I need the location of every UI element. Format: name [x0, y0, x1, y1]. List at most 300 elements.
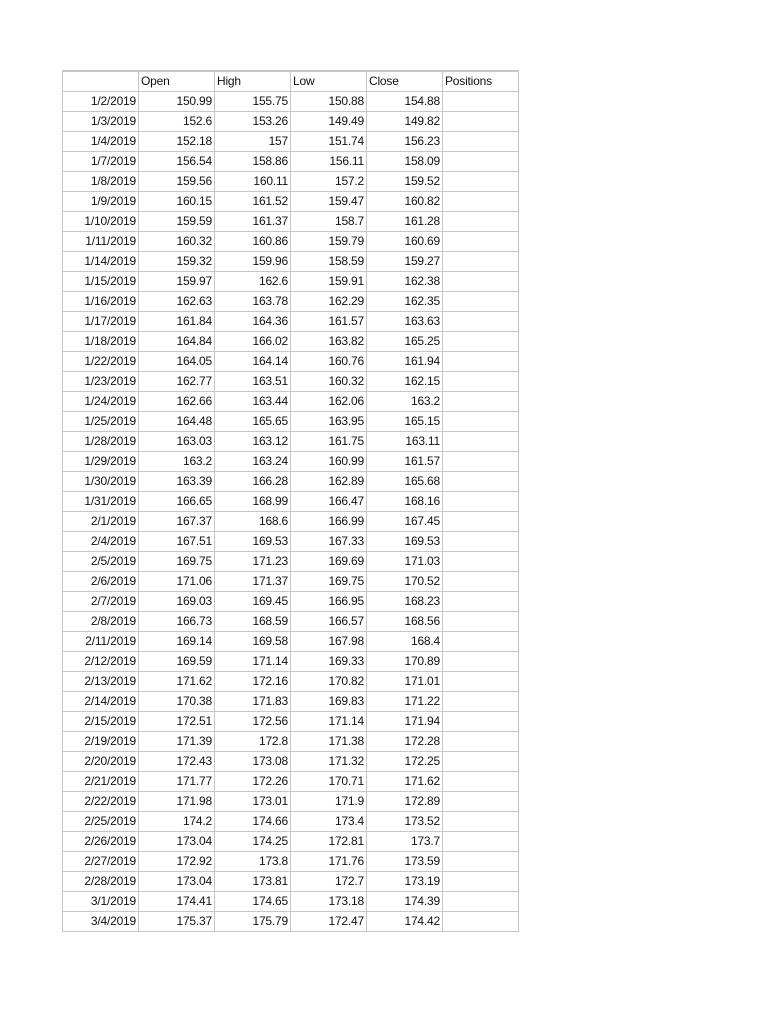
open-cell[interactable]: 170.38	[139, 692, 215, 712]
low-cell[interactable]: 170.82	[291, 672, 367, 692]
positions-cell[interactable]	[443, 272, 519, 292]
table-row	[63, 512, 519, 532]
table-row	[63, 672, 519, 692]
open-cell[interactable]: 156.54	[139, 152, 215, 172]
date-cell[interactable]: 2/21/2019	[63, 772, 139, 792]
date-cell[interactable]: 2/20/2019	[63, 752, 139, 772]
date-cell[interactable]: 2/1/2019	[63, 512, 139, 532]
table-row	[63, 312, 519, 332]
date-cell[interactable]: 1/11/2019	[63, 232, 139, 252]
table-row	[63, 372, 519, 392]
date-cell[interactable]: 1/14/2019	[63, 252, 139, 272]
table-row	[63, 912, 519, 932]
open-cell[interactable]: 163.39	[139, 472, 215, 492]
spreadsheet-table	[62, 70, 519, 932]
table-row	[63, 332, 519, 352]
high-cell[interactable]: 165.65	[215, 412, 291, 432]
positions-cell[interactable]	[443, 692, 519, 712]
close-cell[interactable]: 173.19	[367, 872, 443, 892]
open-cell[interactable]: 164.48	[139, 412, 215, 432]
open-cell[interactable]: 169.03	[139, 592, 215, 612]
close-cell[interactable]: 149.82	[367, 112, 443, 132]
low-cell[interactable]: 162.89	[291, 472, 367, 492]
low-cell[interactable]: 158.59	[291, 252, 367, 272]
table-row	[63, 212, 519, 232]
date-cell[interactable]: 2/4/2019	[63, 532, 139, 552]
header-close-cell[interactable]: Close	[367, 71, 443, 92]
date-cell[interactable]: 2/6/2019	[63, 572, 139, 592]
low-cell[interactable]: 169.69	[291, 552, 367, 572]
open-cell[interactable]: 163.03	[139, 432, 215, 452]
header-positions-cell[interactable]: Positions	[443, 71, 519, 92]
table-row	[63, 632, 519, 652]
close-cell[interactable]: 161.94	[367, 352, 443, 372]
table-row	[63, 572, 519, 592]
positions-cell[interactable]	[443, 592, 519, 612]
high-cell[interactable]: 173.01	[215, 792, 291, 812]
table-row	[63, 712, 519, 732]
table-row	[63, 352, 519, 372]
high-cell[interactable]: 175.79	[215, 912, 291, 932]
high-cell[interactable]: 163.44	[215, 392, 291, 412]
table-row	[63, 472, 519, 492]
high-cell[interactable]: 166.02	[215, 332, 291, 352]
low-cell[interactable]: 163.82	[291, 332, 367, 352]
high-cell[interactable]: 161.52	[215, 192, 291, 212]
date-cell[interactable]: 1/22/2019	[63, 352, 139, 372]
open-cell[interactable]: 174.41	[139, 892, 215, 912]
date-cell[interactable]: 2/28/2019	[63, 872, 139, 892]
positions-cell[interactable]	[443, 432, 519, 452]
table-row	[63, 412, 519, 432]
table-row	[63, 772, 519, 792]
date-cell[interactable]: 1/8/2019	[63, 172, 139, 192]
positions-cell[interactable]	[443, 752, 519, 772]
low-cell[interactable]: 161.57	[291, 312, 367, 332]
close-cell[interactable]: 171.22	[367, 692, 443, 712]
high-cell[interactable]: 169.45	[215, 592, 291, 612]
low-cell[interactable]: 150.88	[291, 92, 367, 112]
positions-cell[interactable]	[443, 632, 519, 652]
open-cell[interactable]: 169.59	[139, 652, 215, 672]
high-cell[interactable]: 171.37	[215, 572, 291, 592]
low-cell[interactable]: 166.57	[291, 612, 367, 632]
positions-cell[interactable]	[443, 652, 519, 672]
table-row	[63, 532, 519, 552]
open-cell[interactable]: 159.59	[139, 212, 215, 232]
table-row	[63, 452, 519, 472]
close-cell[interactable]: 170.52	[367, 572, 443, 592]
date-cell[interactable]: 2/7/2019	[63, 592, 139, 612]
positions-cell[interactable]	[443, 892, 519, 912]
date-cell[interactable]: 2/27/2019	[63, 852, 139, 872]
low-cell[interactable]: 159.79	[291, 232, 367, 252]
date-cell[interactable]: 1/17/2019	[63, 312, 139, 332]
high-cell[interactable]: 171.23	[215, 552, 291, 572]
positions-cell[interactable]	[443, 312, 519, 332]
positions-cell[interactable]	[443, 252, 519, 272]
open-cell[interactable]: 166.65	[139, 492, 215, 512]
close-cell[interactable]: 159.52	[367, 172, 443, 192]
date-cell[interactable]: 1/28/2019	[63, 432, 139, 452]
high-cell[interactable]: 159.96	[215, 252, 291, 272]
date-cell[interactable]: 1/25/2019	[63, 412, 139, 432]
date-cell[interactable]: 1/2/2019	[63, 92, 139, 112]
header-date-cell[interactable]	[63, 71, 139, 92]
table-body	[63, 92, 519, 932]
low-cell[interactable]: 166.99	[291, 512, 367, 532]
table-row	[63, 92, 519, 112]
low-cell[interactable]: 169.75	[291, 572, 367, 592]
close-cell[interactable]: 171.03	[367, 552, 443, 572]
open-cell[interactable]: 159.32	[139, 252, 215, 272]
table-row	[63, 832, 519, 852]
header-open-cell[interactable]: Open	[139, 71, 215, 92]
positions-cell[interactable]	[443, 292, 519, 312]
date-cell[interactable]: 1/7/2019	[63, 152, 139, 172]
close-cell[interactable]: 161.28	[367, 212, 443, 232]
open-cell[interactable]: 173.04	[139, 872, 215, 892]
low-cell[interactable]: 161.75	[291, 432, 367, 452]
header-low-cell[interactable]: Low	[291, 71, 367, 92]
high-cell[interactable]: 172.8	[215, 732, 291, 752]
positions-cell[interactable]	[443, 572, 519, 592]
open-cell[interactable]: 159.97	[139, 272, 215, 292]
positions-cell[interactable]	[443, 672, 519, 692]
open-cell[interactable]: 171.98	[139, 792, 215, 812]
high-cell[interactable]: 157	[215, 132, 291, 152]
table-row	[63, 432, 519, 452]
header-row	[63, 71, 519, 92]
table-row	[63, 492, 519, 512]
positions-cell[interactable]	[443, 92, 519, 112]
low-cell[interactable]: 160.76	[291, 352, 367, 372]
positions-cell[interactable]	[443, 832, 519, 852]
open-cell[interactable]: 161.84	[139, 312, 215, 332]
low-cell[interactable]: 157.2	[291, 172, 367, 192]
date-cell[interactable]: 2/5/2019	[63, 552, 139, 572]
date-cell[interactable]: 1/10/2019	[63, 212, 139, 232]
date-cell[interactable]: 3/4/2019	[63, 912, 139, 932]
close-cell[interactable]: 158.09	[367, 152, 443, 172]
low-cell[interactable]: 169.33	[291, 652, 367, 672]
date-cell[interactable]: 1/23/2019	[63, 372, 139, 392]
positions-cell[interactable]	[443, 492, 519, 512]
open-cell[interactable]: 163.2	[139, 452, 215, 472]
table-row	[63, 812, 519, 832]
date-cell[interactable]: 2/8/2019	[63, 612, 139, 632]
open-cell[interactable]: 171.62	[139, 672, 215, 692]
table-row	[63, 132, 519, 152]
high-cell[interactable]: 168.59	[215, 612, 291, 632]
high-cell[interactable]: 169.53	[215, 532, 291, 552]
date-cell[interactable]: 1/30/2019	[63, 472, 139, 492]
positions-cell[interactable]	[443, 852, 519, 872]
high-cell[interactable]: 171.14	[215, 652, 291, 672]
positions-cell[interactable]	[443, 612, 519, 632]
low-cell[interactable]: 172.81	[291, 832, 367, 852]
close-cell[interactable]: 172.28	[367, 732, 443, 752]
close-cell[interactable]: 168.4	[367, 632, 443, 652]
open-cell[interactable]: 174.2	[139, 812, 215, 832]
open-cell[interactable]: 171.39	[139, 732, 215, 752]
close-cell[interactable]: 165.15	[367, 412, 443, 432]
positions-cell[interactable]	[443, 512, 519, 532]
high-cell[interactable]: 163.78	[215, 292, 291, 312]
low-cell[interactable]: 171.9	[291, 792, 367, 812]
close-cell[interactable]: 167.45	[367, 512, 443, 532]
positions-cell[interactable]	[443, 332, 519, 352]
open-cell[interactable]: 152.18	[139, 132, 215, 152]
close-cell[interactable]: 174.42	[367, 912, 443, 932]
positions-cell[interactable]	[443, 152, 519, 172]
high-cell[interactable]: 163.24	[215, 452, 291, 472]
positions-cell[interactable]	[443, 192, 519, 212]
close-cell[interactable]: 168.16	[367, 492, 443, 512]
date-cell[interactable]: 2/13/2019	[63, 672, 139, 692]
date-cell[interactable]: 1/16/2019	[63, 292, 139, 312]
high-cell[interactable]: 174.25	[215, 832, 291, 852]
open-cell[interactable]: 171.06	[139, 572, 215, 592]
open-cell[interactable]: 175.37	[139, 912, 215, 932]
table-row	[63, 592, 519, 612]
high-cell[interactable]: 162.6	[215, 272, 291, 292]
close-cell[interactable]: 156.23	[367, 132, 443, 152]
close-cell[interactable]: 172.25	[367, 752, 443, 772]
high-cell[interactable]: 173.8	[215, 852, 291, 872]
high-cell[interactable]: 158.86	[215, 152, 291, 172]
open-cell[interactable]: 150.99	[139, 92, 215, 112]
high-cell[interactable]: 168.6	[215, 512, 291, 532]
high-cell[interactable]: 171.83	[215, 692, 291, 712]
open-cell[interactable]: 162.77	[139, 372, 215, 392]
close-cell[interactable]: 165.68	[367, 472, 443, 492]
table-row	[63, 272, 519, 292]
positions-cell[interactable]	[443, 112, 519, 132]
positions-cell[interactable]	[443, 552, 519, 572]
positions-cell[interactable]	[443, 372, 519, 392]
positions-cell[interactable]	[443, 712, 519, 732]
high-cell[interactable]: 173.81	[215, 872, 291, 892]
high-cell[interactable]: 172.56	[215, 712, 291, 732]
low-cell[interactable]: 170.71	[291, 772, 367, 792]
close-cell[interactable]: 168.23	[367, 592, 443, 612]
low-cell[interactable]: 163.95	[291, 412, 367, 432]
low-cell[interactable]: 173.18	[291, 892, 367, 912]
open-cell[interactable]: 172.51	[139, 712, 215, 732]
open-cell[interactable]: 167.37	[139, 512, 215, 532]
low-cell[interactable]: 160.32	[291, 372, 367, 392]
date-cell[interactable]: 2/26/2019	[63, 832, 139, 852]
date-cell[interactable]: 2/11/2019	[63, 632, 139, 652]
high-cell[interactable]: 163.51	[215, 372, 291, 392]
table-row	[63, 292, 519, 312]
close-cell[interactable]: 162.15	[367, 372, 443, 392]
close-cell[interactable]: 160.69	[367, 232, 443, 252]
close-cell[interactable]: 159.27	[367, 252, 443, 272]
high-cell[interactable]: 161.37	[215, 212, 291, 232]
date-cell[interactable]: 2/19/2019	[63, 732, 139, 752]
close-cell[interactable]: 171.62	[367, 772, 443, 792]
positions-cell[interactable]	[443, 792, 519, 812]
open-cell[interactable]: 166.73	[139, 612, 215, 632]
date-cell[interactable]: 2/12/2019	[63, 652, 139, 672]
low-cell[interactable]: 167.98	[291, 632, 367, 652]
low-cell[interactable]: 167.33	[291, 532, 367, 552]
low-cell[interactable]: 172.7	[291, 872, 367, 892]
low-cell[interactable]: 166.95	[291, 592, 367, 612]
close-cell[interactable]: 168.56	[367, 612, 443, 632]
date-cell[interactable]: 1/4/2019	[63, 132, 139, 152]
positions-cell[interactable]	[443, 232, 519, 252]
high-cell[interactable]: 169.58	[215, 632, 291, 652]
low-cell[interactable]: 159.91	[291, 272, 367, 292]
positions-cell[interactable]	[443, 212, 519, 232]
open-cell[interactable]: 173.04	[139, 832, 215, 852]
low-cell[interactable]: 160.99	[291, 452, 367, 472]
close-cell[interactable]: 160.82	[367, 192, 443, 212]
close-cell[interactable]: 163.2	[367, 392, 443, 412]
low-cell[interactable]: 169.83	[291, 692, 367, 712]
high-cell[interactable]: 168.99	[215, 492, 291, 512]
open-cell[interactable]: 159.56	[139, 172, 215, 192]
high-cell[interactable]: 172.16	[215, 672, 291, 692]
table-row	[63, 652, 519, 672]
date-cell[interactable]: 3/1/2019	[63, 892, 139, 912]
close-cell[interactable]: 173.7	[367, 832, 443, 852]
high-cell[interactable]: 174.65	[215, 892, 291, 912]
close-cell[interactable]: 174.39	[367, 892, 443, 912]
table-row	[63, 612, 519, 632]
open-cell[interactable]: 160.15	[139, 192, 215, 212]
high-cell[interactable]: 164.36	[215, 312, 291, 332]
positions-cell[interactable]	[443, 732, 519, 752]
low-cell[interactable]: 172.47	[291, 912, 367, 932]
table-row	[63, 172, 519, 192]
open-cell[interactable]: 164.84	[139, 332, 215, 352]
date-cell[interactable]: 2/25/2019	[63, 812, 139, 832]
open-cell[interactable]: 172.92	[139, 852, 215, 872]
close-cell[interactable]: 161.57	[367, 452, 443, 472]
low-cell[interactable]: 171.32	[291, 752, 367, 772]
date-cell[interactable]: 2/22/2019	[63, 792, 139, 812]
date-cell[interactable]: 1/3/2019	[63, 112, 139, 132]
close-cell[interactable]: 162.38	[367, 272, 443, 292]
date-cell[interactable]: 1/9/2019	[63, 192, 139, 212]
date-cell[interactable]: 1/24/2019	[63, 392, 139, 412]
close-cell[interactable]: 162.35	[367, 292, 443, 312]
low-cell[interactable]: 171.14	[291, 712, 367, 732]
open-cell[interactable]: 169.75	[139, 552, 215, 572]
close-cell[interactable]: 154.88	[367, 92, 443, 112]
table-row	[63, 852, 519, 872]
high-cell[interactable]: 163.12	[215, 432, 291, 452]
open-cell[interactable]: 172.43	[139, 752, 215, 772]
low-cell[interactable]: 159.47	[291, 192, 367, 212]
low-cell[interactable]: 149.49	[291, 112, 367, 132]
table-row	[63, 112, 519, 132]
positions-cell[interactable]	[443, 412, 519, 432]
high-cell[interactable]: 164.14	[215, 352, 291, 372]
high-cell[interactable]: 160.86	[215, 232, 291, 252]
header-high-cell[interactable]: High	[215, 71, 291, 92]
close-cell[interactable]: 170.89	[367, 652, 443, 672]
positions-cell[interactable]	[443, 472, 519, 492]
date-cell[interactable]: 2/15/2019	[63, 712, 139, 732]
positions-cell[interactable]	[443, 872, 519, 892]
positions-cell[interactable]	[443, 532, 519, 552]
close-cell[interactable]: 165.25	[367, 332, 443, 352]
positions-cell[interactable]	[443, 772, 519, 792]
high-cell[interactable]: 172.26	[215, 772, 291, 792]
open-cell[interactable]: 164.05	[139, 352, 215, 372]
low-cell[interactable]: 162.29	[291, 292, 367, 312]
date-cell[interactable]: 2/14/2019	[63, 692, 139, 712]
table-row	[63, 872, 519, 892]
close-cell[interactable]: 171.94	[367, 712, 443, 732]
table-row	[63, 232, 519, 252]
positions-cell[interactable]	[443, 392, 519, 412]
positions-cell[interactable]	[443, 812, 519, 832]
open-cell[interactable]: 169.14	[139, 632, 215, 652]
table-row	[63, 692, 519, 712]
low-cell[interactable]: 156.11	[291, 152, 367, 172]
close-cell[interactable]: 163.11	[367, 432, 443, 452]
close-cell[interactable]: 173.59	[367, 852, 443, 872]
high-cell[interactable]: 160.11	[215, 172, 291, 192]
low-cell[interactable]: 162.06	[291, 392, 367, 412]
close-cell[interactable]: 163.63	[367, 312, 443, 332]
low-cell[interactable]: 173.4	[291, 812, 367, 832]
low-cell[interactable]: 166.47	[291, 492, 367, 512]
positions-cell[interactable]	[443, 452, 519, 472]
date-cell[interactable]: 1/31/2019	[63, 492, 139, 512]
close-cell[interactable]: 169.53	[367, 532, 443, 552]
table-row	[63, 892, 519, 912]
date-cell[interactable]: 1/15/2019	[63, 272, 139, 292]
open-cell[interactable]: 171.77	[139, 772, 215, 792]
positions-cell[interactable]	[443, 132, 519, 152]
high-cell[interactable]: 153.26	[215, 112, 291, 132]
high-cell[interactable]: 174.66	[215, 812, 291, 832]
table-row	[63, 252, 519, 272]
positions-cell[interactable]	[443, 172, 519, 192]
open-cell[interactable]: 160.32	[139, 232, 215, 252]
open-cell[interactable]: 167.51	[139, 532, 215, 552]
positions-cell[interactable]	[443, 352, 519, 372]
close-cell[interactable]: 173.52	[367, 812, 443, 832]
table-row	[63, 192, 519, 212]
date-cell[interactable]: 1/29/2019	[63, 452, 139, 472]
high-cell[interactable]: 173.08	[215, 752, 291, 772]
high-cell[interactable]: 166.28	[215, 472, 291, 492]
low-cell[interactable]: 158.7	[291, 212, 367, 232]
close-cell[interactable]: 172.89	[367, 792, 443, 812]
low-cell[interactable]: 171.38	[291, 732, 367, 752]
low-cell[interactable]: 171.76	[291, 852, 367, 872]
table-row	[63, 792, 519, 812]
high-cell[interactable]: 155.75	[215, 92, 291, 112]
open-cell[interactable]: 152.6	[139, 112, 215, 132]
date-cell[interactable]: 1/18/2019	[63, 332, 139, 352]
table-row	[63, 152, 519, 172]
table-row	[63, 752, 519, 772]
open-cell[interactable]: 162.66	[139, 392, 215, 412]
positions-cell[interactable]	[443, 912, 519, 932]
close-cell[interactable]: 171.01	[367, 672, 443, 692]
open-cell[interactable]: 162.63	[139, 292, 215, 312]
low-cell[interactable]: 151.74	[291, 132, 367, 152]
